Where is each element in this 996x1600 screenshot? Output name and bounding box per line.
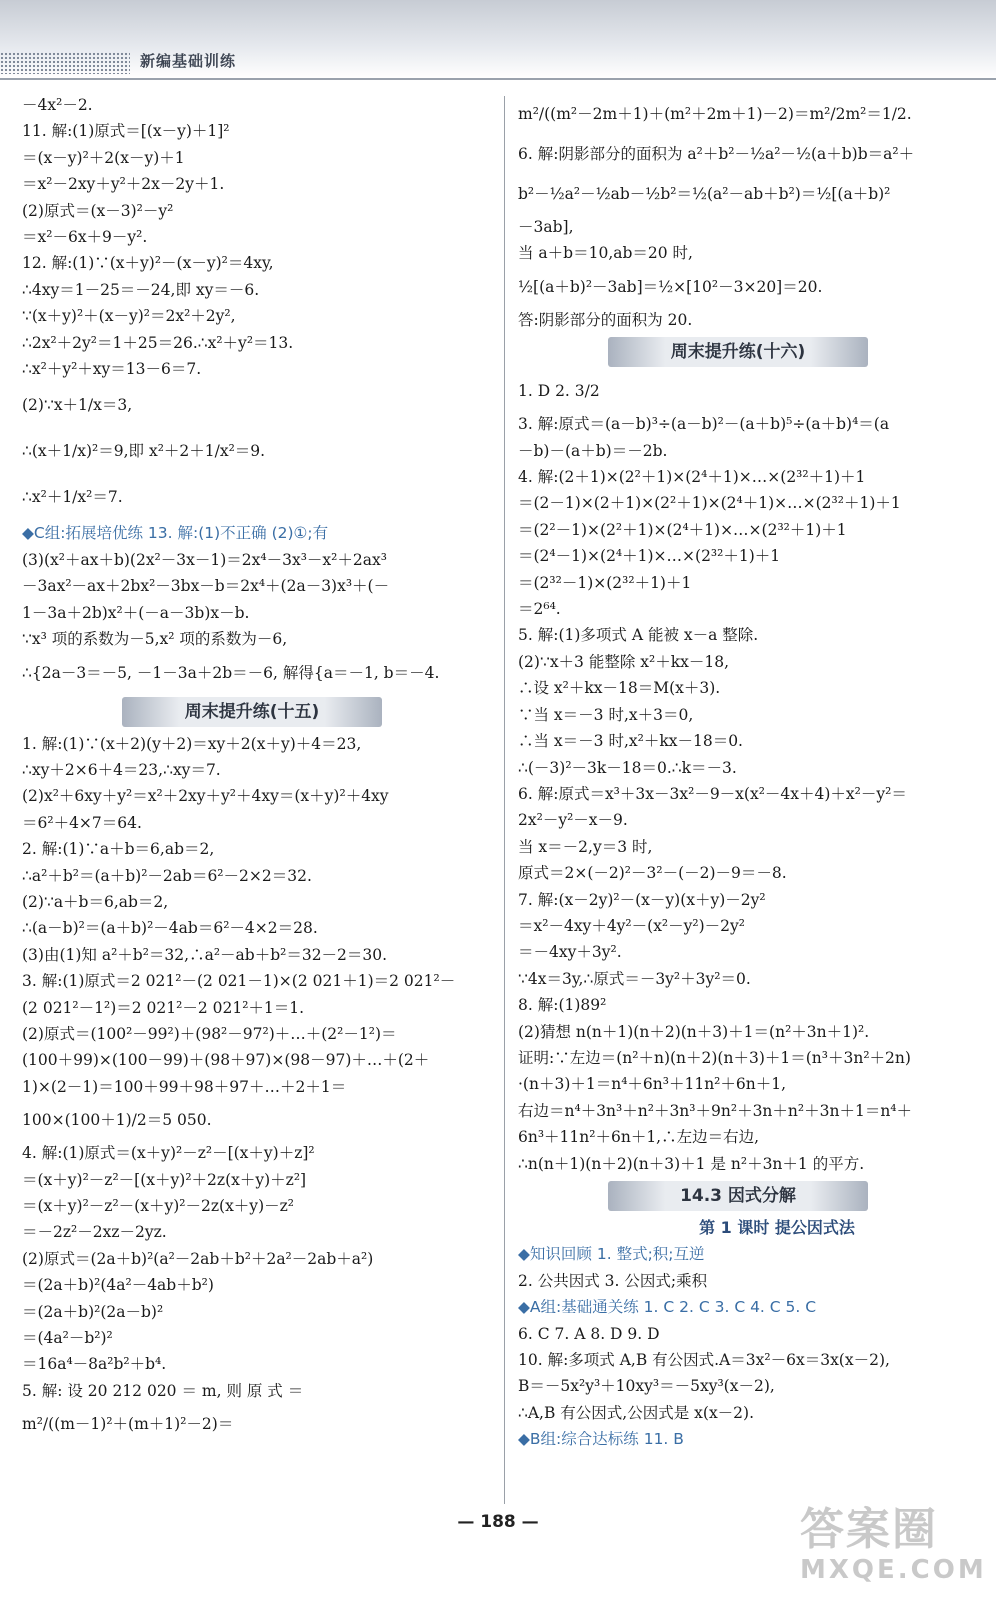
text-line: ＝16a⁴－8a²b²＋b⁴. xyxy=(22,1355,167,1374)
text-line: ∴a²＋b²＝(a＋b)²－2ab＝6²－2×2＝32. xyxy=(22,866,312,885)
text-line: －3ax²－ax＋2bx²－3bx－b＝2x⁴＋(2a－3)x³＋(－ xyxy=(22,577,390,596)
text-line: ＝(2a＋b)²(4a²－4ab＋b²) xyxy=(22,1276,214,1295)
text-line: (2)∵x＋1/x＝3, xyxy=(22,396,133,415)
answer-2: 2. 解:(1)∵a＋b＝6,ab＝2, xyxy=(22,840,215,859)
text-line: ＝(x＋y)²－z²－[(x＋y)²＋2z(x＋y)＋z²] xyxy=(22,1170,307,1189)
weekly-practice-16-banner: 周末提升练(十六) xyxy=(608,337,868,367)
watermark-logo xyxy=(800,1504,987,1595)
header-rule xyxy=(0,78,996,80)
answer-12: 12. 解:(1)∵(x＋y)²－(x－y)²＝4xy, xyxy=(22,254,274,273)
text-line: 当 x＝－2,y＝3 时, xyxy=(518,837,653,856)
text-line: 2. 公共因式 3. 公因式;乘积 xyxy=(518,1271,708,1290)
answer-11: 11. 解:(1)原式＝[(x－y)＋1]² xyxy=(22,122,230,141)
text-line: ＝x²－4xy＋4y²－(x²－y²)－2y² xyxy=(518,916,745,935)
answer-4: 4. 解:(1)原式＝(x＋y)²－z²－[(x＋y)＋z]² xyxy=(22,1144,315,1163)
text-line: ∴设 x²＋kx－18＝M(x＋3). xyxy=(518,679,721,698)
text-line: m²/((m－1)²＋(m＋1)²－2)＝ xyxy=(22,1415,234,1434)
text-line: (2 021²－1²)＝2 021²－2 021²＋1＝1. xyxy=(22,998,305,1017)
text-line: (2)x²＋6xy＋y²＝x²＋2xy＋y²＋4xy＝(x＋y)²＋4xy xyxy=(22,787,389,806)
equation-system: ∴{2a－3＝－5, －1－3a＋2b＝－6, 解得{a＝－1, b＝－4. xyxy=(22,663,440,682)
text-line: ∵当 x＝－3 时,x＋3＝0, xyxy=(518,705,694,724)
text-line: (2)原式＝(x－3)²－y² xyxy=(22,201,174,220)
text-line: 6. C 7. A 8. D 9. D xyxy=(518,1324,660,1343)
text-line: ＝(2⁴－1)×(2⁴＋1)×…×(2³²＋1)＋1 xyxy=(518,547,781,566)
text-line: B＝－5x²y³＋10xy³＝－5xy³(x－2), xyxy=(518,1377,775,1396)
text-line: 2x²－y²－x－9. xyxy=(518,811,628,830)
weekly-practice-15-banner: 周末提升练(十五) xyxy=(122,697,382,727)
text-line: ＝(4a²－b²)² xyxy=(22,1329,113,1348)
text-line: ＝(2－1)×(2＋1)×(2²＋1)×(2⁴＋1)×…×(2³²＋1)＋1 xyxy=(518,494,901,513)
text-line: ∵4x＝3y,∴原式＝－3y²＋3y²＝0. xyxy=(518,969,751,988)
answer-3: 3. 解:原式＝(a－b)³÷(a－b)²－(a＋b)⁵÷(a＋b)⁴＝(a xyxy=(518,415,890,434)
text-line: 1－3a＋2b)x²＋(－a－3b)x－b. xyxy=(22,603,250,622)
text-line: b²－½a²－½ab－½b²＝½(a²－ab＋b²)＝½[(a＋b)² xyxy=(518,185,891,203)
group-c-heading: ◆C组:拓展培优练 13. 解:(1)不正确 (2)①;有 xyxy=(22,524,329,543)
header-dot-pattern xyxy=(0,52,130,74)
text-line: ＝(2²－1)×(2²＋1)×(2⁴＋1)×…×(2³²＋1)＋1 xyxy=(518,520,847,539)
text-line: 原式＝2×(－2)²－3²－(－2)－9＝－8. xyxy=(518,864,787,883)
answer-8: 8. 解:(1)89² xyxy=(518,996,607,1015)
text-line: ＝(2a＋b)²(2a－b)² xyxy=(22,1302,164,1321)
text-line: ＝2⁶⁴. xyxy=(518,600,561,619)
text-line: －b)－(a＋b)＝－2b. xyxy=(518,441,668,460)
text-line: －4x²－2. xyxy=(22,96,93,114)
text-line: 证明:∵左边＝(n²＋n)(n＋2)(n＋3)＋1＝(n³＋3n²＋2n) xyxy=(518,1048,911,1067)
text-line: (2)原式＝(2a＋b)²(a²－2ab＋b²＋2a²－2ab＋a²) xyxy=(22,1249,374,1268)
text-line: ∴(a－b)²＝(a＋b)²－4ab＝6²－4×2＝28. xyxy=(22,919,318,938)
text-line: (3)由(1)知 a²＋b²＝32,∴a²－ab＋b²＝32－2＝30. xyxy=(22,945,388,964)
text-line: (2)猜想 n(n＋1)(n＋2)(n＋3)＋1＝(n²＋3n＋1)². xyxy=(518,1022,870,1041)
section-14-3-banner: 14.3 因式分解 xyxy=(608,1181,868,1211)
text-line: ∴当 x＝－3 时,x²＋kx－18＝0. xyxy=(518,732,743,751)
answer-3: 3. 解:(1)原式＝2 021²－(2 021－1)×(2 021＋1)＝2 021²－ xyxy=(22,972,456,991)
text-line: ∴x²＋y²＋xy＝13－6＝7. xyxy=(22,360,202,379)
text-line: ＝(2³²－1)×(2³²＋1)＋1 xyxy=(518,573,692,592)
text-line: 6n³＋11n²＋6n＋1,∴左边＝右边, xyxy=(518,1128,760,1147)
answer-5: 5. 解:(1)多项式 A 能被 x－a 整除. xyxy=(518,626,759,645)
text-line: (2)∵x＋3 能整除 x²＋kx－18, xyxy=(518,652,730,671)
text-line: ∵x³ 项的系数为－5,x² 项的系数为－6, xyxy=(22,630,288,649)
text-line: ∴2x²＋2y²＝1＋25＝26.∴x²＋y²＝13. xyxy=(22,333,294,352)
text-line: ½[(a＋b)²－3ab]＝½×[10²－3×20]＝20. xyxy=(518,277,823,296)
text-line: －3ab], xyxy=(518,218,574,236)
text-line: 答:阴影部分的面积为 20. xyxy=(518,310,693,329)
text-line: 1)×(2－1)＝100＋99＋98＋97＋…＋2＋1＝ xyxy=(22,1077,347,1096)
watermark-url: MXQE.COM xyxy=(800,1555,987,1585)
text-line: ＝x²－2xy＋y²＋2x－2y＋1. xyxy=(22,175,225,194)
text-line: (2)∵a＋b＝6,ab＝2, xyxy=(22,892,169,911)
watermark-mark: 答案圈 xyxy=(800,1504,938,1555)
answer-1: 1. 解:(1)∵(x＋2)(y＋2)＝xy＋2(x＋y)＋4＝23, xyxy=(22,734,362,753)
answer-6: 6. 解:原式＝x³＋3x－3x²－9－x(x²－4x＋4)＋x²－y²＝ xyxy=(518,784,907,803)
answer-4: 4. 解:(2＋1)×(2²＋1)×(2⁴＋1)×…×(2³²＋1)＋1 xyxy=(518,468,866,487)
text-line: ＝(x＋y)²－z²－(x＋y)²－2z(x＋y)－z² xyxy=(22,1197,294,1215)
text-line: ∴4xy＝1－25＝－24,即 xy＝－6. xyxy=(22,280,260,299)
text-line: (2)原式＝(100²－99²)＋(98²－97²)＋…＋(2²－1²)＝ xyxy=(22,1024,397,1043)
text-line: ∴n(n＋1)(n＋2)(n＋3)＋1 是 n²＋3n＋1 的平方. xyxy=(518,1154,865,1173)
column-divider xyxy=(504,96,505,1504)
answer-6: 6. 解:阴影部分的面积为 a²＋b²－½a²－½(a＋b)b＝a²＋ xyxy=(518,145,915,163)
answer-7: 7. 解:(x－2y)²－(x－y)(x＋y)－2y² xyxy=(518,890,766,909)
text-line: ∴xy＋2×6＋4＝23,∴xy＝7. xyxy=(22,760,221,779)
text-line: ＝(x－y)²＋2(x－y)＋1 xyxy=(22,148,185,167)
page-number: — 188 — xyxy=(457,1512,539,1532)
text-line: ∴A,B 有公因式,公因式是 x(x－2). xyxy=(518,1403,755,1422)
text-line: ＝6²＋4×7＝64. xyxy=(22,813,142,832)
text-line: (3)(x²＋ax＋b)(2x²－3x－1)＝2x⁴－3x³－x²＋2ax³ xyxy=(22,550,387,569)
text-line: ∴x²＋1/x²＝7. xyxy=(22,488,123,507)
answer-5: 5. 解: 设 20 212 020 ＝ m, 则 原 式 ＝ xyxy=(22,1381,304,1400)
text-line: 右边＝n⁴＋3n³＋n²＋3n³＋9n²＋3n＋n²＋3n＋1＝n⁴＋ xyxy=(518,1101,913,1120)
text-line: ＝x²－6x＋9－y². xyxy=(22,228,148,247)
text-line: m²/((m²－2m＋1)＋(m²＋2m＋1)－2)＝m²/2m²＝1/2. xyxy=(518,105,912,123)
text-line: ∵(x＋y)²＋(x－y)²＝2x²＋2y², xyxy=(22,307,236,326)
text-line: (100＋99)×(100－99)＋(98＋97)×(98－97)＋…＋(2＋ xyxy=(22,1051,430,1070)
book-title: 新编基础训练 xyxy=(140,52,237,70)
group-a-heading: ◆A组:基础通关练 1. C 2. C 3. C 4. C 5. C xyxy=(518,1298,817,1317)
text-line: ∴(－3)²－3k－18＝0.∴k＝－3. xyxy=(518,758,737,777)
knowledge-review: ◆知识回顾 1. 整式;积;互逆 xyxy=(518,1245,705,1264)
left-column xyxy=(22,92,490,1444)
text-line: ∴(x＋1/x)²＝9,即 x²＋2＋1/x²＝9. xyxy=(22,442,266,461)
text-line: ＝－2z²－2xz－2yz. xyxy=(22,1223,167,1242)
lesson-title: 第 1 课时 提公因式法 xyxy=(699,1218,855,1237)
text-line: ＝－4xy＋3y². xyxy=(518,943,622,962)
text-line: 100×(100＋1)/2＝5 050. xyxy=(22,1111,212,1130)
text-line: ·(n＋3)＋1＝n⁴＋6n³＋11n²＋6n＋1, xyxy=(518,1075,787,1094)
answers-1-2: 1. D 2. 3/2 xyxy=(518,382,600,401)
group-b-heading: ◆B组:综合达标练 11. B xyxy=(518,1430,684,1449)
text-line: 当 a＋b＝10,ab＝20 时, xyxy=(518,244,693,263)
answer-10: 10. 解:多项式 A,B 有公因式.A＝3x²－6x＝3x(x－2), xyxy=(518,1351,890,1370)
right-column xyxy=(518,94,986,1453)
